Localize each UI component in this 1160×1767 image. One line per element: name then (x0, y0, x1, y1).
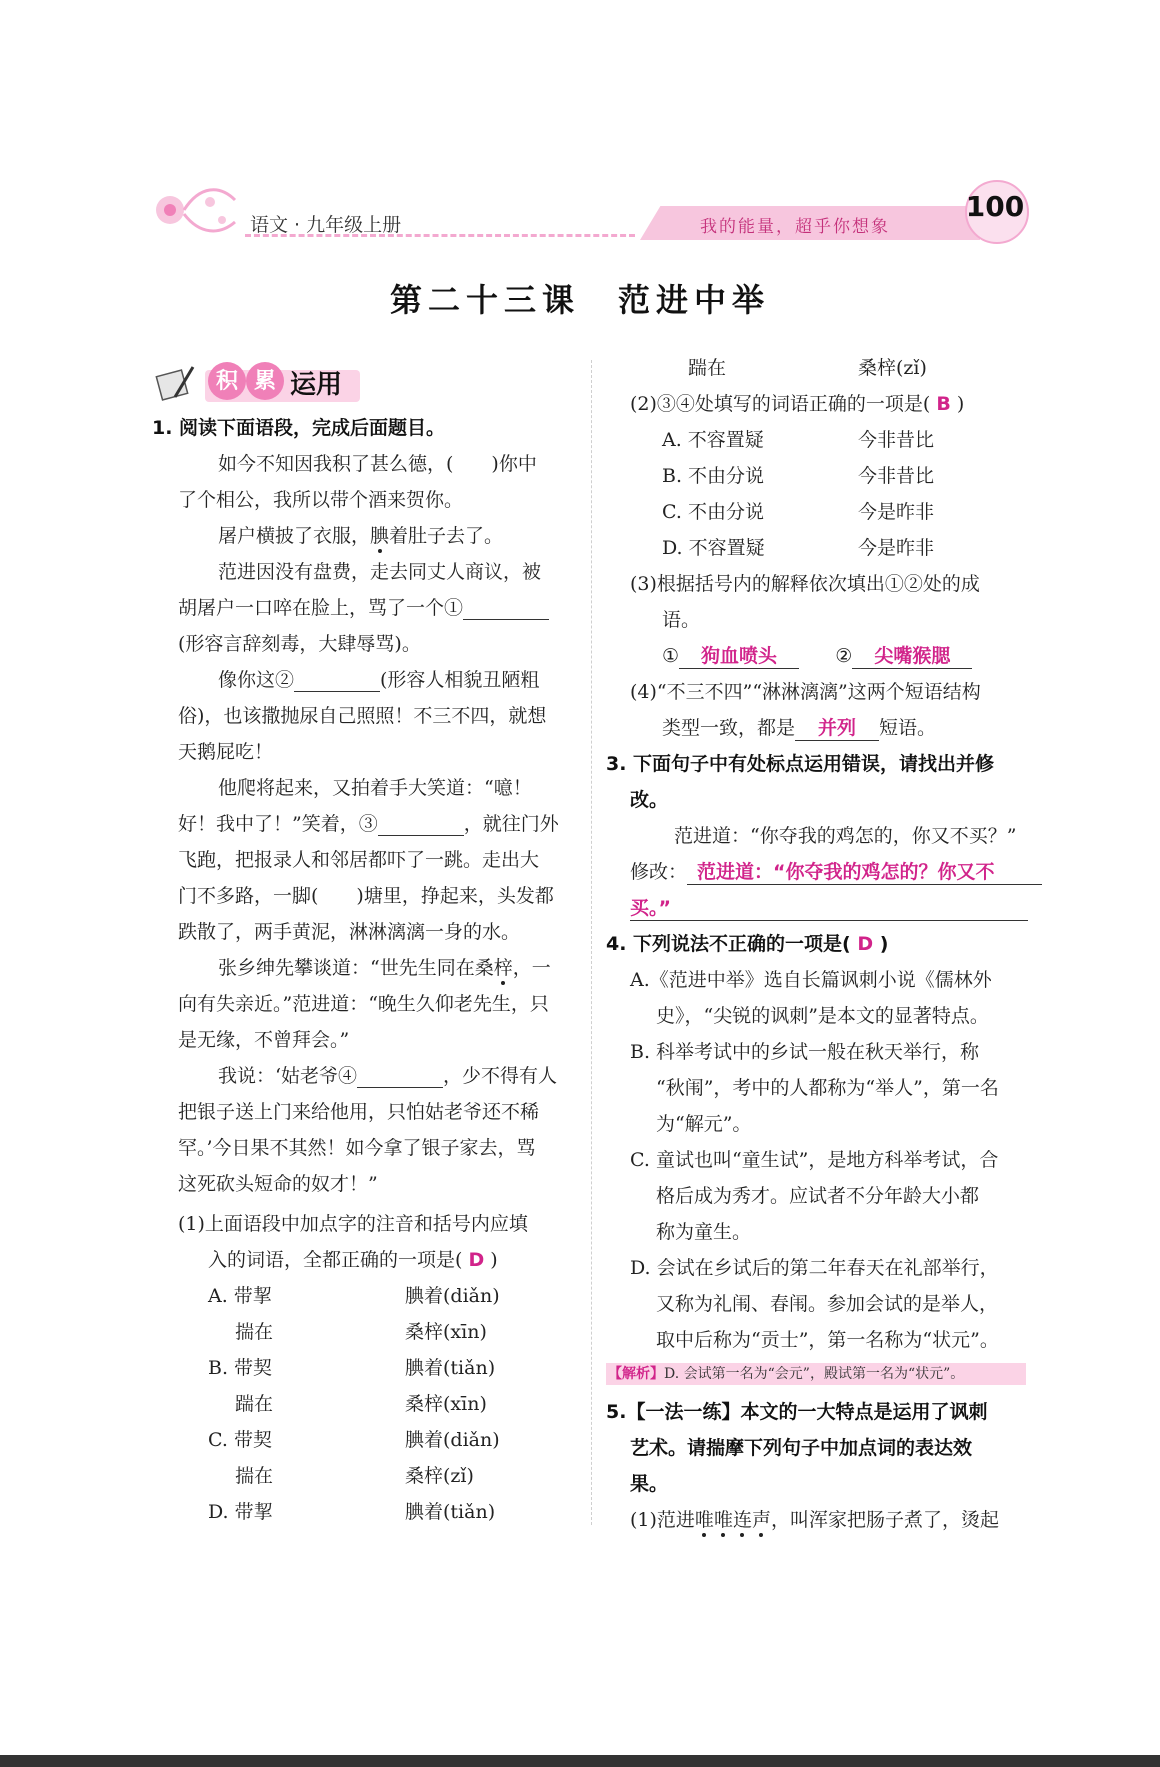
passage-line: 我说：‘姑老爷④ ，少不得有人 (218, 1065, 558, 1087)
subject-label: 语文 · 九年级上册 (250, 214, 402, 236)
question-3-stem: 改。 (630, 789, 669, 811)
option-label: B. 带契 (208, 1357, 273, 1379)
sub-question-1: 入的词语，全都正确的一项是( D ) (208, 1249, 498, 1271)
option-value: 今是昨非 (858, 501, 935, 523)
question-4-stem: 4. 下列说法不正确的一项是( D ) (606, 933, 889, 955)
question-5-stem: 5.【一法一练】本文的一大特点是运用了讽刺 (606, 1401, 988, 1423)
question-5-stem: 艺术。请揣摩下列句子中加点词的表达效 (630, 1437, 973, 1459)
answer-4: 并列 (795, 716, 879, 741)
question-3-fix: 修改： 范进道：“你夺我的鸡怎的？你又不 (630, 860, 1042, 885)
q4-option-line: 取中后称为“贡士”，第一名称为“状元”。 (656, 1329, 999, 1351)
question-3-fix (630, 896, 1028, 921)
q4-option-line: B. 科举考试中的乡试一般在秋天举行，称 (630, 1041, 980, 1063)
question-5-stem: 果。 (630, 1473, 669, 1495)
option-value: 腆着(diǎn) (405, 1429, 500, 1451)
header-divider (245, 234, 635, 237)
section-char-2: 累 (246, 362, 284, 400)
passage-line: 向有失亲近。”范进道：“晚生久仰老先生，只 (178, 993, 549, 1015)
slogan-text: 我的能量，超乎你想象 (700, 217, 890, 237)
page-number: 100 (965, 190, 1025, 223)
q4-option-line: C. 童试也叫“童生试”，是地方科举考试，合 (630, 1149, 999, 1171)
option-value: 桑梓(xīn) (405, 1321, 487, 1343)
passage-line: 俗)，也该撒抛尿自己照照！不三不四，就想 (178, 705, 547, 727)
option-value: 今非昔比 (858, 465, 935, 487)
option-label: 踹在 (235, 1393, 274, 1415)
q4-option-line: 称为童生。 (656, 1221, 752, 1243)
bottom-bar (0, 1755, 1160, 1767)
sub-question-4: 类型一致，都是 并列 短语。 (662, 717, 937, 739)
sub-question-3: 语。 (662, 609, 701, 631)
option-label: A. 带挈 (208, 1285, 272, 1307)
sub-question-3-answers: ① 狗血喷头 ② 尖嘴猴腮 (662, 644, 972, 669)
passage-line: (形容言辞刻毒，大肆辱骂)。 (178, 633, 421, 655)
option-label: A. 不容置疑 (662, 429, 764, 451)
answer-q3-line2: 买。” (630, 896, 1028, 921)
q4-option-line: 为“解元”。 (656, 1113, 752, 1135)
question-1-stem: 1. 阅读下面语段，完成后面题目。 (152, 417, 446, 439)
passage-line: 罕。’今日果不其然！如今拿了银子家去，骂 (178, 1137, 536, 1159)
q4-option-line: 又称为礼闱、春闱。参加会试的是举人， (656, 1293, 999, 1315)
option-value: 腆着(tiǎn) (405, 1501, 496, 1523)
option-label: C. 不由分说 (662, 501, 764, 523)
sub-question-4: (4)“不三不四”“淋淋漓漓”这两个短语结构 (630, 681, 981, 703)
blank-4 (357, 1067, 443, 1088)
passage-line: 把银子送上门来给他用，只怕姑老爷还不稀 (178, 1101, 540, 1123)
passage-line: 飞跑，把报录人和邻居都吓了一跳。走出大 (178, 849, 540, 871)
q4-option-line: 史》，“尖锐的讽刺”是本文的显著特点。 (656, 1005, 989, 1027)
option-value: 腆着(tiǎn) (405, 1357, 496, 1379)
question-5-sub1: (1)范进唯唯连声，叫浑家把肠子煮了，烫起 (630, 1509, 999, 1531)
blank-2 (294, 671, 380, 692)
option-label: D. 不容置疑 (662, 537, 765, 559)
question-3-sentence: 范进道：“你夺我的鸡怎的，你又不买？” (674, 825, 1017, 847)
option-value: 腆着(diǎn) (405, 1285, 500, 1307)
option-label: 揣在 (235, 1465, 274, 1487)
option-value: 桑梓(zǐ) (405, 1465, 474, 1487)
answer-q4: D (857, 933, 874, 955)
option-value: 今非昔比 (858, 429, 935, 451)
answer-3a: 狗血喷头 (679, 644, 799, 669)
passage-line: 了个相公，我所以带个酒来贺你。 (178, 489, 464, 511)
passage-line: 范进因没有盘费，走去同丈人商议，被 (218, 561, 542, 583)
section-title: 运用 (290, 370, 343, 400)
q4-option-line: “秋闱”，考中的人都称为“举人”，第一名 (656, 1077, 999, 1099)
option-value: 桑梓(xīn) (405, 1393, 487, 1415)
option-label: D. 带挈 (208, 1501, 273, 1523)
q4-option-line: D. 会试在乡试后的第二年春天在礼部举行， (630, 1257, 999, 1279)
answer-2: B (936, 393, 951, 415)
sub-question-2: (2)③④处填写的词语正确的一项是( B ) (630, 393, 965, 415)
passage-line: 屠户横披了衣服，腆着肚子去了。 (218, 525, 504, 547)
q4-option-line: 格后成为秀才。应试者不分年龄大小都 (656, 1185, 980, 1207)
passage-line: 这死砍头短命的奴才！” (178, 1173, 378, 1195)
flower-ornament-icon (150, 180, 240, 240)
passage-line: 像你这② (形容人相貌丑陋粗 (218, 669, 540, 691)
option-label: 揣在 (235, 1321, 274, 1343)
passage-line: 张乡绅先攀谈道：“世先生同在桑梓，一 (218, 957, 551, 979)
question-3-stem: 3. 下面句子中有处标点运用错误，请找出并修 (606, 753, 995, 775)
option-value: 桑梓(zǐ) (858, 357, 927, 379)
passage-line: 如今不知因我积了甚么德，( )你中 (218, 453, 537, 475)
option-label: B. 不由分说 (662, 465, 765, 487)
passage-line: 好！我中了！”笑着，③ ，就往门外 (178, 813, 559, 835)
passage-line: 跌散了，两手黄泥，淋淋漓漓一身的水。 (178, 921, 521, 943)
blank-3 (378, 815, 464, 836)
passage-line: 胡屠户一口啐在脸上，骂了一个① (178, 596, 549, 620)
section-char-1: 积 (208, 362, 246, 400)
sub-question-1: (1)上面语段中加点字的注音和括号内应填 (178, 1213, 528, 1235)
option-label: C. 带契 (208, 1429, 272, 1451)
option-label: 踹在 (688, 357, 727, 379)
q4-option-line: A.《范进中举》选自长篇讽刺小说《儒林外 (630, 969, 992, 991)
answer-3b: 尖嘴猴腮 (852, 644, 972, 669)
analysis-note: 【解析】D. 会试第一名为“会元”，殿试第一名为“状元”。 (608, 1366, 965, 1382)
passage-line: 他爬将起来，又拍着手大笑道：“噫！ (218, 777, 532, 799)
option-value: 今是昨非 (858, 537, 935, 559)
passage-line: 门不多路，一脚( )塘里，挣起来，头发都 (178, 885, 554, 907)
column-divider (591, 360, 592, 1525)
passage-line: 是无缘，不曾拜会。” (178, 1029, 350, 1051)
answer-1: D (468, 1249, 485, 1271)
blank-1 (463, 599, 549, 620)
sub-question-3: (3)根据括号内的解释依次填出①②处的成 (630, 573, 980, 595)
book-pen-icon (155, 363, 197, 403)
lesson-title: 第二十三课 范进中举 (389, 281, 770, 319)
passage-line: 天鹅屁吃！ (178, 741, 274, 763)
answer-q3-line1: 范进道：“你夺我的鸡怎的？你又不 (687, 860, 1042, 885)
